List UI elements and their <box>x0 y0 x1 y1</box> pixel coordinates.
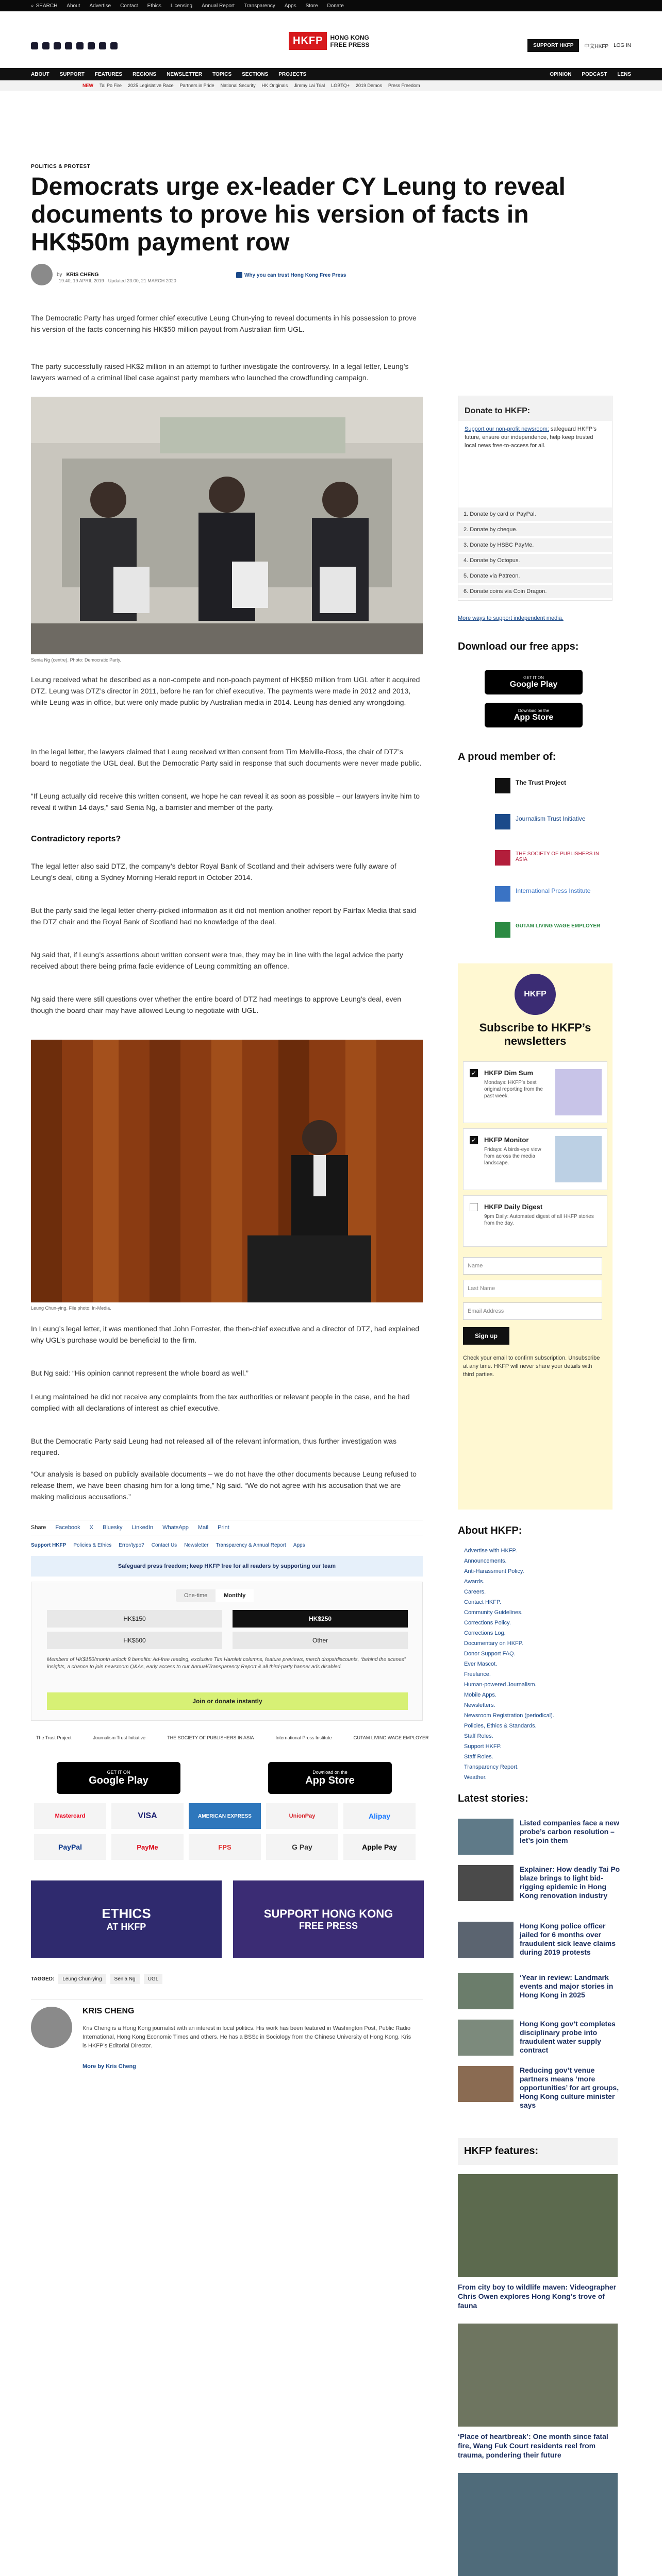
support-banner[interactable]: Safeguard press freedom; keep HKFP free for all readers by supporting our team <box>31 1556 423 1577</box>
feature-image[interactable] <box>458 2324 618 2427</box>
trust-project-icon <box>495 778 510 793</box>
google-pay-icon: G Pay <box>266 1834 338 1860</box>
footer-link[interactable]: Contact Us <box>151 1543 177 1548</box>
newsletter-name-input[interactable]: Name <box>463 1257 602 1275</box>
footer-link[interactable]: Error/typo? <box>119 1543 144 1548</box>
tags-row <box>31 1974 162 1984</box>
more-ways-link[interactable]: More ways to support independent media. <box>458 615 564 621</box>
donate-option[interactable]: 3. Donate by HSBC PayMe. <box>458 538 612 552</box>
article-category[interactable]: POLITICS & PROTEST <box>31 164 91 170</box>
x-icon[interactable] <box>42 42 49 49</box>
photo-caption: Senia Ng (centre). Photo: Democratic Party. <box>31 657 121 663</box>
nav-sections[interactable]: SECTIONS <box>242 71 269 77</box>
payme-icon: PayMe <box>111 1834 184 1860</box>
about-link[interactable]: Announcements. <box>464 1558 507 1564</box>
trust-link[interactable]: Why you can trust Hong Kong Free Press <box>236 272 346 278</box>
login-link[interactable]: LOG IN <box>614 43 631 48</box>
latest-title: Latest stories: <box>458 1793 528 1804</box>
article-paragraph: Leung maintained he did not receive any complaints from the tax authorities or relevant people in the case, and he had complied with all declarations of interest as chief executive. <box>31 1393 410 1412</box>
more-by-author-link[interactable]: More by Kris Cheng <box>82 2063 136 2070</box>
threads-icon[interactable] <box>65 42 72 49</box>
story-thumbnail[interactable] <box>458 1819 514 1855</box>
about-link[interactable]: Corrections Log. <box>464 1630 506 1636</box>
app-store-button[interactable] <box>268 1762 392 1794</box>
app-store-label: App Store <box>514 713 554 722</box>
story-thumbnail[interactable] <box>458 2066 514 2102</box>
newsletter-thumb <box>555 1136 602 1182</box>
article-paragraph: But the party said the legal letter cherry-picked information as it did not mention another report by Fairfax Media that said the DTZ chair and the Royal Bank of Scotland had no knowledge of the deal. <box>31 906 417 926</box>
ipi-icon <box>495 886 510 902</box>
nav-topics[interactable]: TOPICS <box>212 71 232 77</box>
about-link[interactable]: Weather. <box>464 1774 487 1781</box>
about-link[interactable]: Community Guidelines. <box>464 1609 523 1616</box>
about-title: About HKFP: <box>458 1525 522 1536</box>
donate-box-title: Donate to HKFP: <box>458 396 612 421</box>
living-wage-icon <box>495 922 510 938</box>
footer-link[interactable]: Support HKFP <box>31 1543 67 1548</box>
newsletter-name: HKFP Monitor <box>484 1136 529 1144</box>
member-trust-project[interactable]: The Trust Project <box>516 779 567 786</box>
sidebar-donate-box <box>458 396 613 601</box>
share-x[interactable]: X <box>89 1524 94 1531</box>
trending-link[interactable]: 2025 Legislative Race <box>128 83 174 88</box>
apple-pay-icon: Apple Pay <box>343 1834 416 1860</box>
article-photo-leung <box>31 1040 423 1302</box>
trending-link[interactable]: Tai Po Fire <box>100 83 122 88</box>
about-link[interactable]: Staff Roles. <box>464 1754 493 1760</box>
main-nav <box>0 68 662 80</box>
tag-link[interactable]: Senia Ng <box>110 1974 140 1984</box>
topbar-link-annual-report[interactable]: Annual Report <box>202 3 235 9</box>
latest-story-link[interactable]: Explainer: How deadly Tai Po blaze brings to light bid-rigging epidemic in Hong Kong renovation industry <box>520 1865 620 1900</box>
member-sopa[interactable]: THE SOCIETY OF PUBLISHERS IN ASIA <box>516 851 600 862</box>
social-icons <box>31 42 118 49</box>
newsletter-option-card[interactable] <box>463 1061 607 1123</box>
article-title: Democrats urge ex-leader CY Leung to reveal documents to prove his version of facts in HK$50m payment row <box>31 173 566 256</box>
author-link[interactable]: KRIS CHENG <box>66 272 99 278</box>
topbar-link-donate[interactable]: Donate <box>327 3 344 9</box>
newsletter-title: Subscribe to HKFP’s newsletters <box>479 1021 591 1047</box>
article-dates: 19:40, 19 APRIL 2019 · Updated 23:00, 21 MARCH 2020 <box>59 278 176 283</box>
mastercard-icon: Mastercard <box>34 1803 106 1829</box>
footer-link[interactable]: Apps <box>293 1543 305 1548</box>
about-link[interactable]: Freelance. <box>464 1671 491 1677</box>
article-photo-press-conference <box>31 397 423 654</box>
app-store-label: App Store <box>305 1774 355 1786</box>
topbar-link-advertise[interactable]: Advertise <box>89 3 111 9</box>
article-paragraph: In the legal letter, the lawyers claimed that Leung received written consent from Tim Melville-Ross, the chair of DTZ’s board to negotiate the UGL deal. But the Democratic Party said in response that such documents were never made public. <box>31 748 422 767</box>
photo-caption: Leung Chun-ying. File photo: In-Media. <box>31 1306 111 1311</box>
new-badge: NEW <box>82 83 93 88</box>
article-paragraph: But the Democratic Party said Leung had not released all of the relevant information, thus further investigation was required. <box>31 1437 396 1456</box>
newsletter-desc: 9pm Daily: Automated digest of all HKFP stories from the day. <box>484 1214 594 1226</box>
paypal-icon: PayPal <box>34 1834 106 1860</box>
about-link[interactable]: Corrections Policy. <box>464 1620 511 1626</box>
sidebar-app-store-button[interactable] <box>485 703 583 727</box>
nav-projects[interactable]: PROJECTS <box>278 71 307 77</box>
nav-newsletter[interactable]: NEWSLETTER <box>167 71 203 77</box>
support-hkfp-button[interactable]: SUPPORT HKFP <box>527 39 579 52</box>
topbar-link-ethics[interactable]: Ethics <box>147 3 161 9</box>
newsletter-option-card[interactable] <box>463 1128 607 1190</box>
donate-intro-link[interactable]: Support our non-profit newsroom: <box>465 426 549 432</box>
app-store-small: Download on the <box>518 708 550 713</box>
google-play-small: GET IT ON <box>107 1769 130 1775</box>
checkbox-checked-icon[interactable]: ✓ <box>470 1136 478 1144</box>
subheading: Contradictory reports? <box>31 835 121 843</box>
fps-icon: FPS <box>189 1834 261 1860</box>
story-thumbnail[interactable] <box>458 1973 514 2009</box>
newsletter-option-card[interactable] <box>463 1195 607 1247</box>
tab-one-time[interactable]: One-time <box>184 1592 208 1599</box>
trending-link[interactable]: Jimmy Lai Trial <box>294 83 325 88</box>
nav-opinion[interactable]: OPINION <box>550 71 572 77</box>
amount-option-selected[interactable]: HK$250 <box>233 1610 408 1628</box>
topbar-link-apps[interactable]: Apps <box>284 3 296 9</box>
about-link[interactable]: Documentary on HKFP. <box>464 1640 523 1647</box>
sopa-logo: THE SOCIETY OF PUBLISHERS IN ASIA <box>167 1735 254 1740</box>
about-link[interactable]: Staff Roles. <box>464 1733 493 1739</box>
trending-link[interactable]: LGBTQ+ <box>331 83 350 88</box>
article-paragraph: Ng said that, if Leung’s assertions about written consent were true, they may be in line with the legal advice the party received about there being prima facie evidence of Leung committing an offence. <box>31 951 403 970</box>
newsletter-thumb <box>555 1069 602 1115</box>
tags-label: TAGGED: <box>31 1976 55 1982</box>
logo-mark: HKFP <box>289 32 327 50</box>
article-paragraph: “Our analysis is based on publicly available documents – we do not have the other documents because Leung refused to release them, we have been chasing him for a long time,” Ng said. “We do not agree with his accusation that we are making malicious accusations.” <box>31 1470 417 1501</box>
trending-link[interactable]: HK Originals <box>261 83 288 88</box>
amount-option[interactable]: HK$500 <box>47 1632 222 1649</box>
trust-project-logo: The Trust Project <box>36 1735 72 1740</box>
article-paragraph: In Leung’s legal letter, it was mentioned that John Forrester, the then-chief executive and a director of DTZ, had explained why UGL’s purchase would be beneficial to the firm. <box>31 1325 420 1344</box>
newsletter-box <box>458 963 613 1510</box>
about-link[interactable]: Donor Support FAQ. <box>464 1651 516 1657</box>
features-title: HKFP features: <box>464 2145 539 2157</box>
article-paragraph: Leung received what he described as a non-compete and non-poach payment of HK$50 million from UGL after it acquired DTZ. Leung was DTZ’s director in 2011, before he ran for chief executive. The payments were made in 2012 and 2013, while Leung was in office, but were only made public by Australian media in 2014. Leung has denied any wrongdoing. <box>31 675 420 706</box>
share-row <box>31 1520 423 1535</box>
jti-icon <box>495 814 510 829</box>
logo-line-1: HONG KONG <box>330 33 369 41</box>
ethics-promo-sub: AT HKFP <box>106 1922 146 1932</box>
tag-link[interactable]: UGL <box>144 1974 163 1984</box>
trending-bar <box>0 80 662 91</box>
newsletter-lastname-input[interactable]: Last Name <box>463 1280 602 1297</box>
about-link[interactable]: Careers. <box>464 1589 486 1595</box>
member-jti[interactable]: Journalism Trust Initiative <box>516 815 586 822</box>
author-photo <box>31 2007 72 2048</box>
author-box <box>31 1999 423 2076</box>
chinese-site-link[interactable]: 中文HKFP <box>584 44 609 49</box>
nav-podcast[interactable]: PODCAST <box>582 71 607 77</box>
member-ipi[interactable]: International Press Institute <box>516 887 591 894</box>
sidebar-google-play-button[interactable] <box>485 670 583 694</box>
facebook-icon[interactable] <box>31 42 38 49</box>
topbar-link-about[interactable]: About <box>67 3 80 9</box>
donate-option[interactable]: 1. Donate by card or PayPal. <box>458 507 612 521</box>
newsletter-name: HKFP Daily Digest <box>484 1203 543 1211</box>
share-mail[interactable]: Mail <box>197 1524 209 1531</box>
checkbox-checked-icon[interactable]: ✓ <box>470 1069 478 1077</box>
feature-image[interactable] <box>458 2174 618 2277</box>
topbar-search[interactable]: ⌕ SEARCH <box>31 3 58 9</box>
about-link[interactable]: Policies, Ethics & Standards. <box>464 1723 537 1729</box>
member-title: A proud member of: <box>458 751 556 762</box>
nav-regions[interactable]: REGIONS <box>133 71 157 77</box>
about-link[interactable]: Ever Mascot. <box>464 1661 498 1667</box>
amex-icon: AMERICAN EXPRESS <box>189 1803 261 1829</box>
apps-title: Download our free apps: <box>458 641 579 652</box>
search-icon: ⌕ <box>31 3 34 9</box>
info-icon <box>236 272 242 278</box>
alipay-icon: Alipay <box>343 1803 416 1829</box>
jti-logo: Journalism Trust Initiative <box>93 1735 146 1740</box>
author-avatar <box>31 264 53 285</box>
payment-methods <box>34 1803 426 1860</box>
instagram-icon[interactable] <box>54 42 61 49</box>
about-link[interactable]: Anti-Harassment Policy. <box>464 1568 524 1574</box>
donate-intro-text: safeguard HKFP’s future, ensure our independence, help keep trusted local news free-to-access for all. <box>465 426 597 449</box>
author-name: KRIS CHENG <box>82 2007 135 2015</box>
donate-option[interactable]: 5. Donate via Patreon. <box>458 569 612 583</box>
share-print[interactable]: Print <box>218 1524 229 1531</box>
article-paragraph: The party successfully raised HK$2 million in an attempt to further investigate the controversy. In a legal letter, Leung’s lawyers warned of a criminal libel case against party members who launched the crowdfunding campaign. <box>31 362 409 382</box>
latest-story-link[interactable]: Hong Kong gov’t completes disciplinary probe into fraudulent water supply contract <box>520 2020 616 2054</box>
byline-by: by <box>57 272 62 278</box>
story-thumbnail[interactable] <box>458 1865 514 1901</box>
topbar-link-contact[interactable]: Contact <box>120 3 138 9</box>
topbar-link-store[interactable]: Store <box>305 3 318 9</box>
nav-about[interactable]: ABOUT <box>31 71 49 77</box>
share-bluesky[interactable]: Bluesky <box>103 1524 123 1531</box>
google-play-label: Google Play <box>509 680 558 689</box>
donate-widget <box>31 1582 423 1721</box>
newsletter-footnote: Check your email to confirm subscription. Unsubscribe at any time. HKFP will never share your details with third parties. <box>463 1355 600 1378</box>
about-links <box>464 1546 614 1783</box>
story-thumbnail[interactable] <box>458 1922 514 1958</box>
tag-link[interactable]: Leung Chun-ying <box>58 1974 106 1984</box>
about-link[interactable]: Contact HKFP. <box>464 1599 501 1605</box>
feature-image[interactable] <box>458 2473 618 2576</box>
article-paragraph: But Ng said: “His opinion cannot represent the whole board as well.” <box>31 1369 249 1377</box>
sopa-icon <box>495 850 510 866</box>
trending-link[interactable]: National Security <box>220 83 256 88</box>
member-living-wage[interactable]: GUTAM LIVING WAGE EMPLOYER <box>516 923 601 929</box>
support-promo-title: SUPPORT HONG KONG <box>263 1907 393 1920</box>
donate-option[interactable]: 2. Donate by cheque. <box>458 523 612 536</box>
trending-link[interactable]: Partners in Pride <box>179 83 214 88</box>
ethics-promo-title: ETHICS <box>102 1906 151 1921</box>
latest-story-link[interactable]: ‘Year in review: Landmark events and major stories in Hong Kong in 2025 <box>520 1973 614 1999</box>
telegram-icon[interactable] <box>99 42 106 49</box>
footer-link[interactable]: Transparency & Annual Report <box>216 1543 286 1548</box>
google-play-button[interactable] <box>57 1762 180 1794</box>
logo-line-2: FREE PRESS <box>330 41 370 48</box>
newsletter-logo: HKFP <box>515 974 556 1015</box>
donate-option[interactable]: 4. Donate by Octopus. <box>458 554 612 567</box>
google-play-label: Google Play <box>89 1774 148 1786</box>
join-donate-button[interactable]: Join or donate instantly <box>47 1692 408 1710</box>
google-play-small: GET IT ON <box>523 675 544 680</box>
feature-story-link[interactable]: From city boy to wildlife maven: Videographer Chris Owen explores Hong Kong’s trove of fauna <box>458 2283 617 2310</box>
ipi-logo: International Press Institute <box>275 1735 332 1740</box>
footer-link[interactable]: Policies & Ethics <box>73 1543 112 1548</box>
amount-option[interactable]: HK$150 <box>47 1610 222 1628</box>
share-facebook[interactable]: Facebook <box>55 1524 80 1531</box>
article-paragraph: The legal letter also said DTZ, the company’s debtor Royal Bank of Scotland and their advisers were fully aware of Leung’s deal, citing a Sydney Morning Herald report in October 2014. <box>31 862 396 882</box>
share-whatsapp[interactable]: WhatsApp <box>162 1524 189 1531</box>
newsletter-signup-button[interactable]: Sign up <box>463 1327 509 1345</box>
member-logos-row <box>36 1735 429 1740</box>
youtube-icon[interactable] <box>76 42 84 49</box>
article-paragraph: Ng said there were still questions over whether the entire board of DTZ had meetings to approve Leung’s deal, even though the board chair may have allowed Leung to negotiate with UGL. <box>31 995 402 1014</box>
living-wage-logo: GUTAM LIVING WAGE EMPLOYER <box>353 1735 429 1740</box>
trending-link[interactable]: 2019 Demos <box>355 83 382 88</box>
latest-story-link[interactable]: Hong Kong police officer jailed for 6 months over fraudulent sick leave claims during 2019 protests <box>520 1922 616 1956</box>
article-paragraph: “If Leung actually did receive this written consent, we hope he can reveal it as soon as possible – our lawyers invite him to reveal it within 14 days,” said Senia Ng, a barrister and member of the party. <box>31 792 420 811</box>
feature-story-link[interactable]: ‘Place of heartbreak’: One month since fatal fire, Wang Fuk Court residents reel from trauma, pondering their future <box>458 2432 608 2459</box>
about-link[interactable]: Advertise with HKFP. <box>464 1548 517 1554</box>
amount-option-other[interactable]: Other <box>233 1632 408 1649</box>
share-linkedin[interactable]: LinkedIn <box>131 1524 154 1531</box>
support-promo-sub: FREE PRESS <box>299 1920 358 1931</box>
about-link[interactable]: Newsroom Registration (periodical). <box>464 1713 554 1719</box>
latest-story-link[interactable]: Listed companies face a new probe’s carbon resolution – let’s join them <box>520 1819 619 1844</box>
newsletter-email-input[interactable]: Email Address <box>463 1302 602 1320</box>
latest-story-link[interactable]: Reducing gov’t venue partners means ‘more opportunities’ for art groups, Hong Kong culture minister says <box>520 2066 619 2109</box>
nav-features[interactable]: FEATURES <box>94 71 123 77</box>
top-utility-bar <box>0 0 662 11</box>
topbar-link-licensing[interactable]: Licensing <box>170 3 193 9</box>
ethics-promo[interactable] <box>31 1880 222 1958</box>
app-store-small: Download on the <box>312 1769 347 1775</box>
nav-lens[interactable]: LENS <box>617 71 631 77</box>
site-header <box>0 11 662 68</box>
checkbox-unchecked-icon[interactable] <box>470 1203 478 1211</box>
footer-link[interactable]: Newsletter <box>184 1543 209 1548</box>
newsletter-desc: Mondays: HKFP’s best original reporting from the past week. <box>484 1080 543 1099</box>
tab-monthly[interactable]: Monthly <box>216 1589 254 1602</box>
about-link[interactable]: Human-powered Journalism. <box>464 1682 537 1688</box>
about-link[interactable]: Mobile Apps. <box>464 1692 496 1698</box>
membership-note: Members of HK$150/month unlock 8 benefits: Ad-free reading, exclusive Tim Hamlett columns, feature previews, merch drops/discounts, “behind the scenes” insights, a chance to join newsroom Q&As, early access to our Annual/Transparency Report & all third-party banner ads disabled. <box>47 1657 406 1670</box>
donate-option[interactable]: 6. Donate coins via Coin Dragon. <box>458 585 612 598</box>
topbar-link-transparency[interactable]: Transparency <box>244 3 275 9</box>
about-link[interactable]: Transparency Report. <box>464 1764 519 1770</box>
trending-link[interactable]: Press Freedom <box>388 83 420 88</box>
nav-support[interactable]: SUPPORT <box>59 71 85 77</box>
newsletter-desc: Fridays: A birds-eye view from across the media landscape. <box>484 1147 541 1166</box>
linkedin-icon[interactable] <box>88 42 95 49</box>
site-logo[interactable] <box>289 32 369 50</box>
visa-icon: VISA <box>111 1803 184 1829</box>
author-bio: Kris Cheng is a Hong Kong journalist with an interest in local politics. His work has been featured in Washington Post, Public Radio International, Hong Kong Economic Times and others. He has a BSSc in Sociology from the Chinese University of Hong Kong. Kris is HKFP’s Editorial Director. <box>82 2025 411 2049</box>
newsletter-name: HKFP Dim Sum <box>484 1069 534 1077</box>
article-paragraph: The Democratic Party has urged former chief executive Leung Chun-ying to reveal documents in his possession to prove his version of the facts concerning his HK$50 million payout from Australian firm UGL. <box>31 314 417 333</box>
about-link[interactable]: Awards. <box>464 1579 485 1585</box>
about-link[interactable]: Newsletters. <box>464 1702 495 1708</box>
about-link[interactable]: Support HKFP. <box>464 1743 502 1750</box>
footer-links <box>31 1543 305 1548</box>
unionpay-icon: UnionPay <box>266 1803 338 1829</box>
support-promo[interactable] <box>233 1880 424 1958</box>
story-thumbnail[interactable] <box>458 2020 514 2056</box>
share-label: Share <box>31 1524 46 1531</box>
rss-icon[interactable] <box>110 42 118 49</box>
